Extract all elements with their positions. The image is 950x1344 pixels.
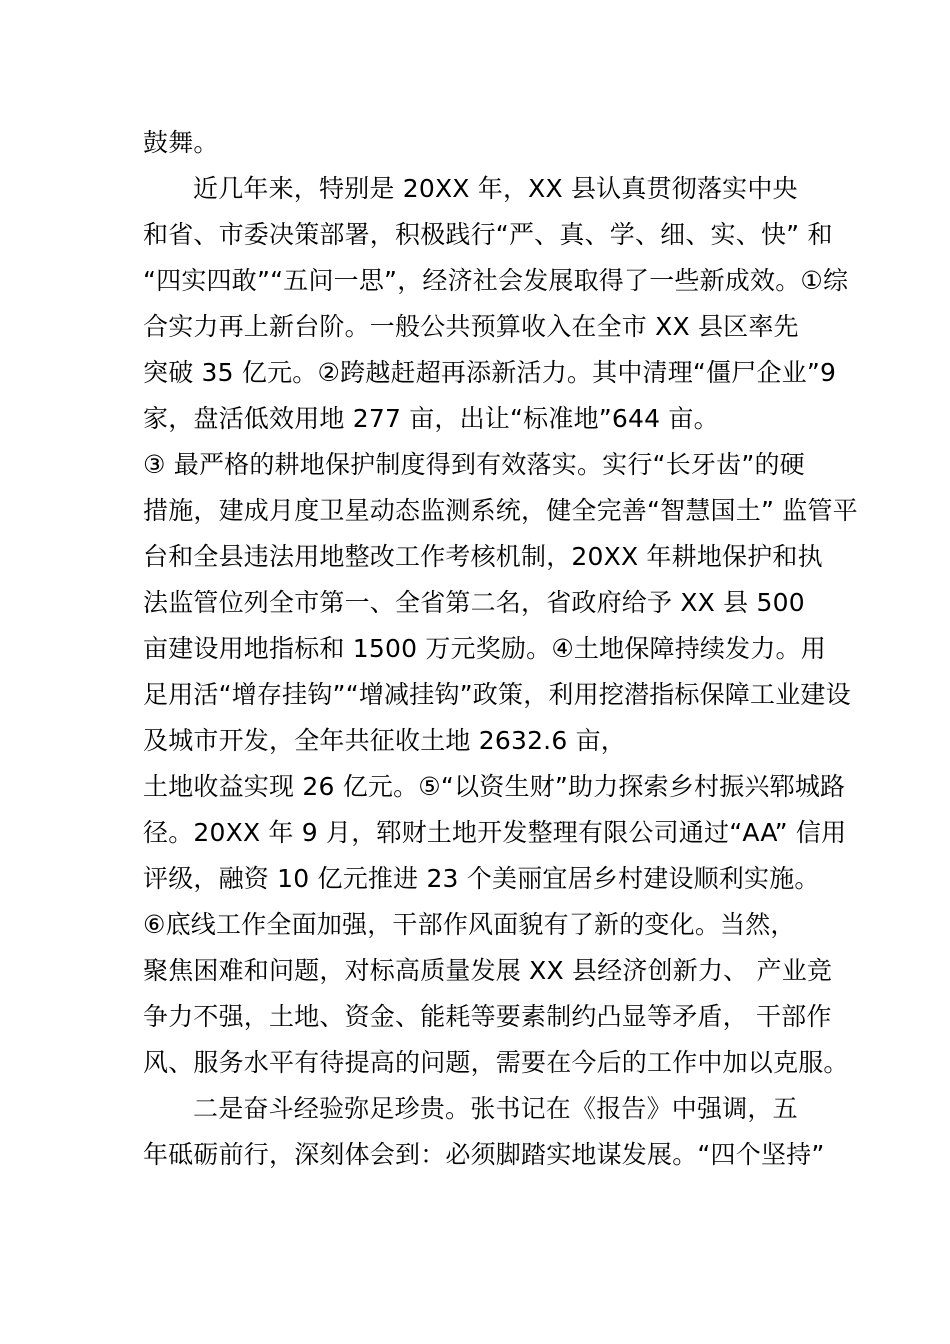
paragraph-first-line: 二是奋斗经验弥足珍贵。张书记在《报告》中强调，五 — [193, 1094, 798, 1123]
text-line: 亩建设用地指标和 1500 万元奖励。④土地保障持续发力。用 — [143, 634, 826, 663]
text-line: 法监管位列全市第一、全省第二名，省政府给予 XX 县 500 — [143, 588, 805, 617]
text-line: 台和全县违法用地整改工作考核机制，20XX 年耕地保护和执 — [143, 542, 823, 571]
text-line: 措施，建成月度卫星动态监测系统，健全完善“智慧国土” 监管平 — [143, 496, 858, 525]
text-line: 及城市开发，全年共征收土地 2632.6 亩， — [143, 726, 626, 755]
text-line: ⑥底线工作全面加强，干部作风面貌有了新的变化。当然， — [143, 910, 796, 939]
text-line: 聚焦困难和问题，对标高质量发展 XX 县经济创新力、 产业竞 — [143, 956, 833, 985]
text-line: 年砥砺前行，深刻体会到：必须脚踏实地谋发展。“四个坚持” — [143, 1140, 825, 1169]
paragraph-first-line: 近几年来，特别是 20XX 年，XX 县认真贯彻落实中央 — [193, 174, 798, 203]
text-line: 风、服务水平有待提高的问题，需要在今后的工作中加以克服。 — [143, 1048, 849, 1077]
text-line: ③ 最严格的耕地保护制度得到有效落实。实行“长牙齿”的硬 — [143, 450, 805, 479]
text-line: 径。20XX 年 9 月，郓财土地开发整理有限公司通过“AA” 信用 — [143, 818, 847, 847]
text-line: 和省、市委决策部署，积极践行“严、真、学、细、实、快” 和 — [143, 220, 833, 249]
text-line: 足用活“增存挂钩”“增减挂钩”政策，利用挖潜指标保障工业建设 — [143, 680, 851, 709]
text-line: 争力不强，土地、资金、能耗等要素制约凸显等矛盾， 干部作 — [143, 1002, 832, 1031]
text-line: 合实力再上新台阶。一般公共预算收入在全市 XX 县区率先 — [143, 312, 799, 341]
text-line: 鼓舞。 — [143, 128, 219, 157]
text-line: 突破 35 亿元。②跨越赶超再添新活力。其中清理“僵尸企业”9 — [143, 358, 837, 387]
text-line: “四实四敢”“五问一思”，经济社会发展取得了一些新成效。①综 — [143, 266, 849, 295]
text-line: 评级，融资 10 亿元推进 23 个美丽宜居乡村建设顺利实施。 — [143, 864, 820, 893]
text-line: 土地收益实现 26 亿元。⑤“以资生财”助力探索乡村振兴郓城路 — [143, 772, 846, 801]
text-line: 家，盘活低效用地 277 亩，出让“标准地”644 亩。 — [143, 404, 719, 433]
